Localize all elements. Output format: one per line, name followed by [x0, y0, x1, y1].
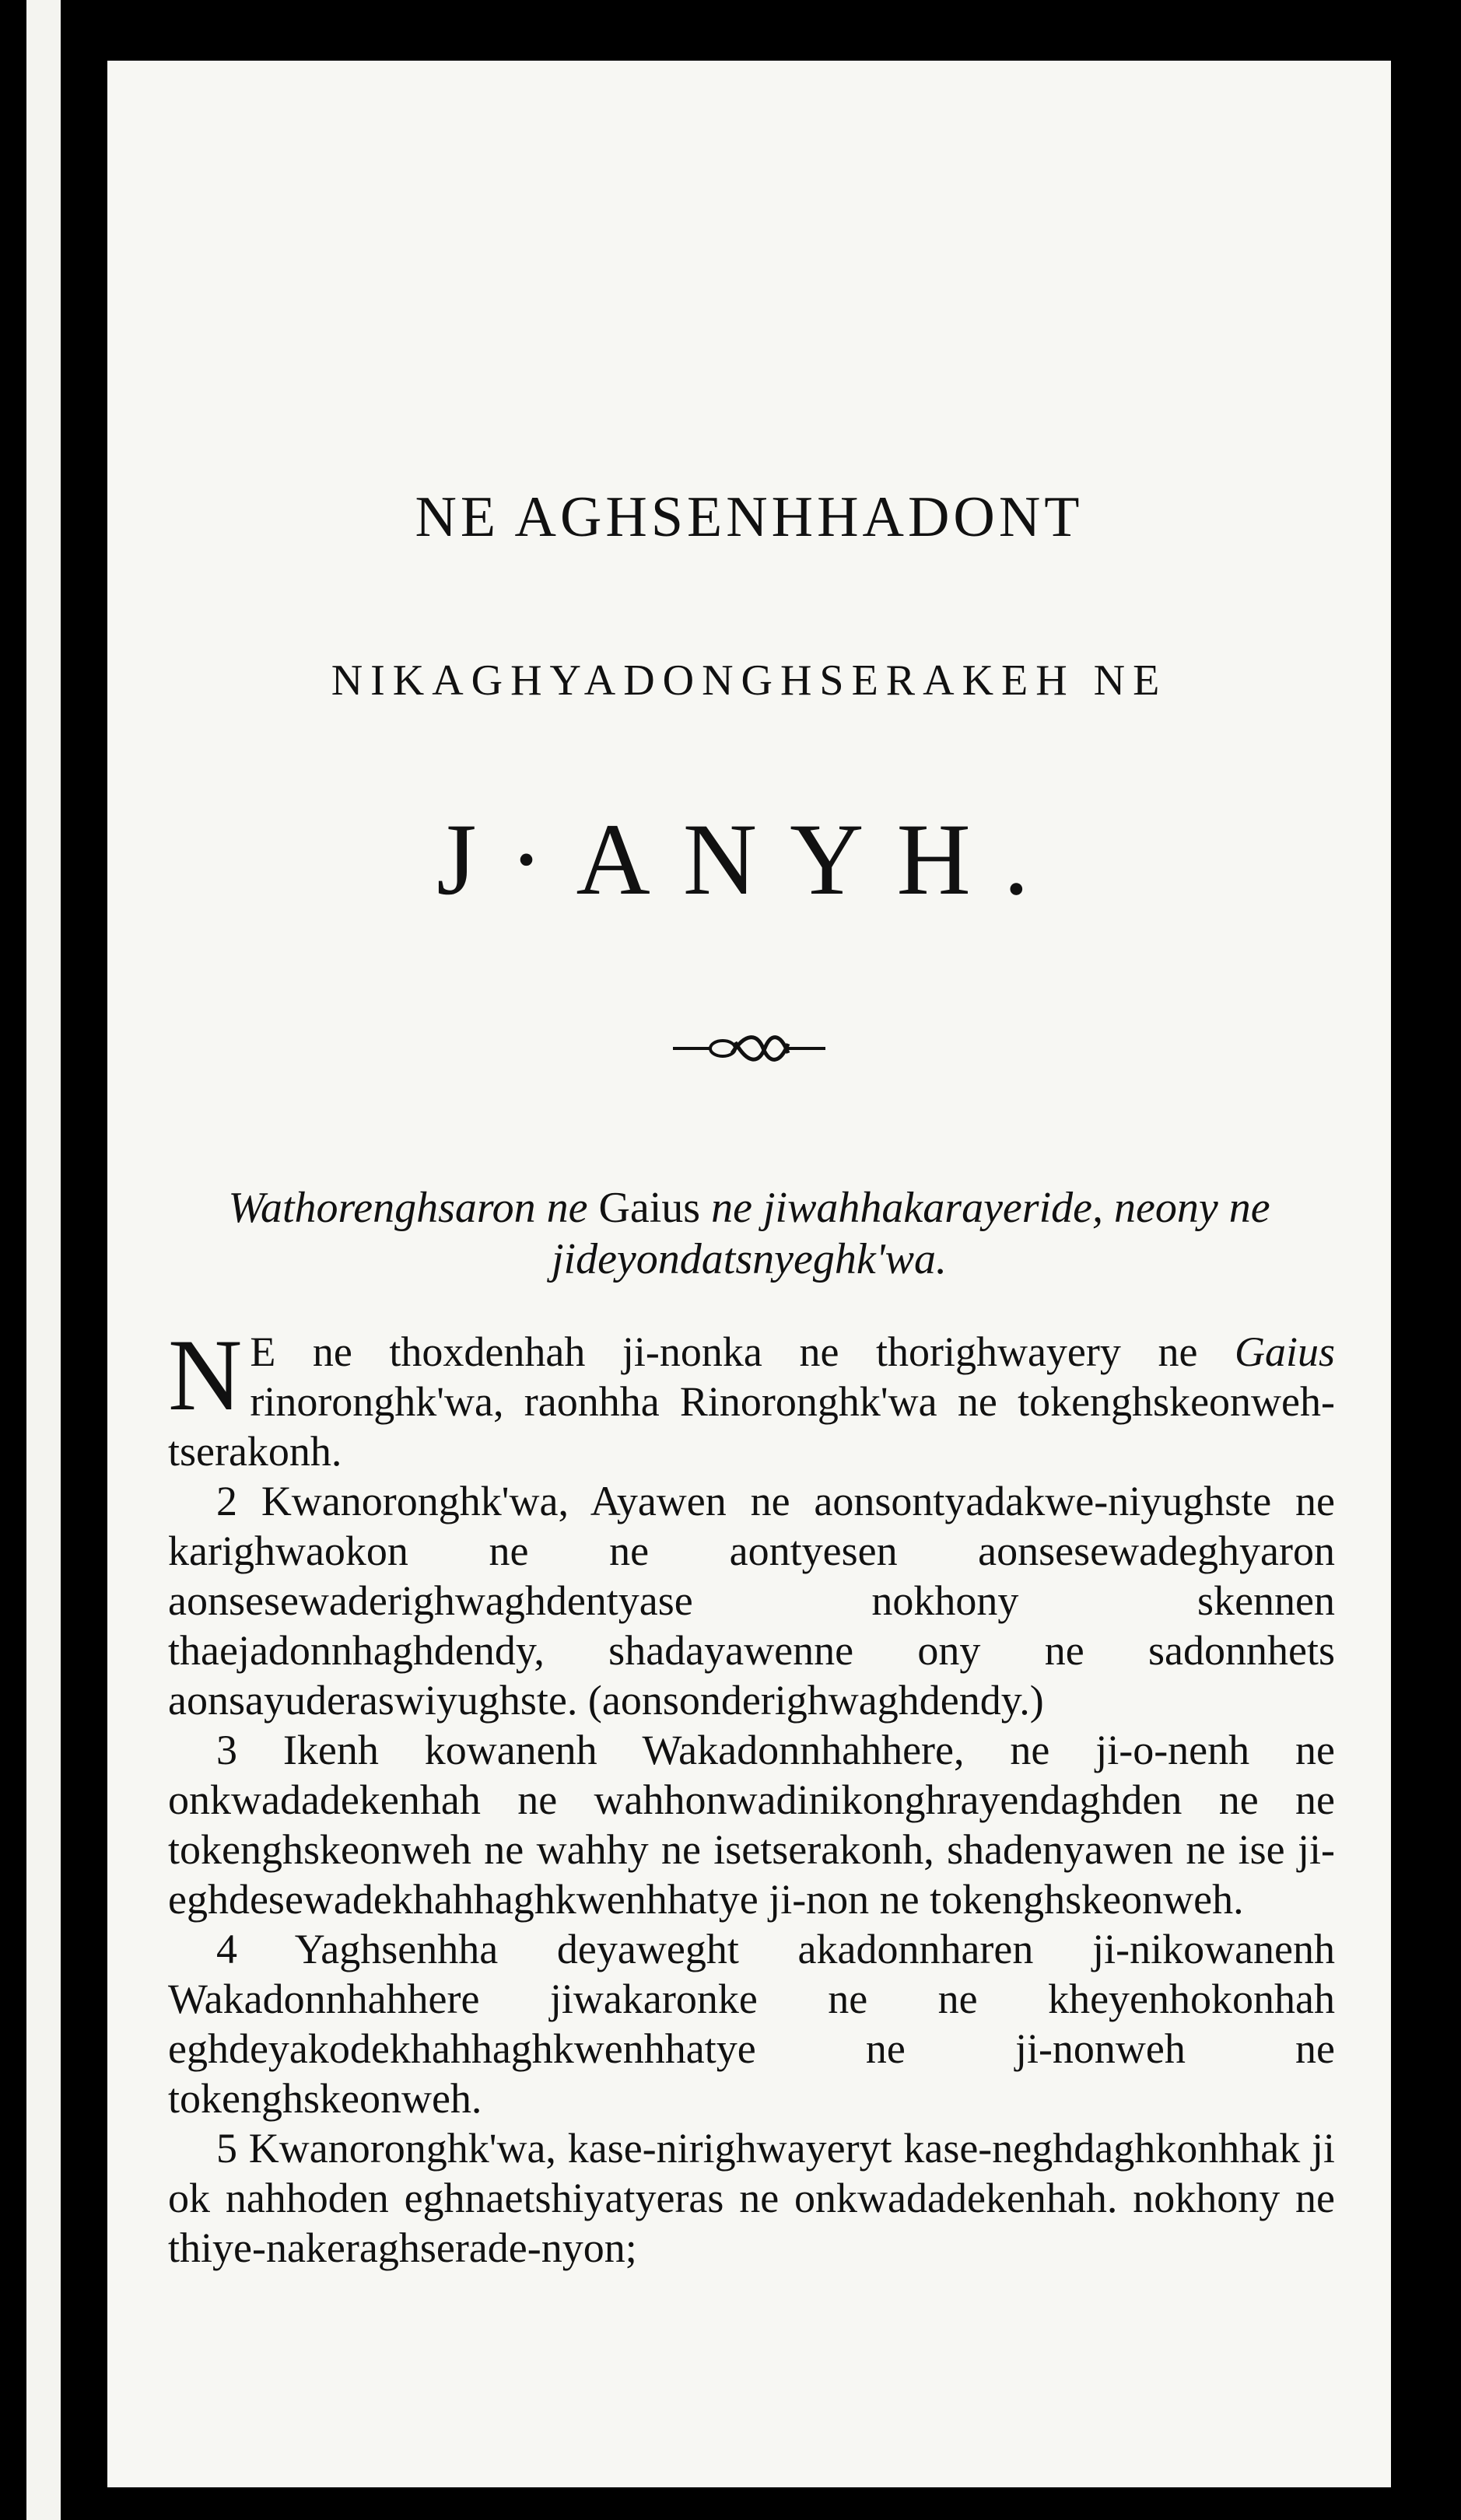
verse-2: 2 Kwanoronghk'wa, Ayawen ne aonsontyadakwe-niyughste ne karighwaokon ne ne aontyesen aonsesewadeghyaron aonsesewaderighwaghdentyase nokhony skennen thaejadonnhaghdendy, shadayawenne ony ne sadonnhets aonsayuderaswiyughste. (aonsonderighwaghdendy.) [168, 1478, 1335, 1724]
drop-cap: N [168, 1318, 243, 1432]
heading-line-1: NE AGHSENHHADONT [415, 485, 1084, 549]
left-page-edge [26, 0, 61, 2520]
heading-line-3: J·ANYH. [436, 802, 1062, 916]
subtitle-name: Gaius [598, 1184, 701, 1232]
verse-1-text-a: E ne thoxdenhah ji-nonka ne thorighwayery ne [250, 1328, 1198, 1375]
book-page [107, 61, 1391, 2487]
subtitle-part-3: ne jiwahhakarayeride, neony ne jideyondatsnyeghk'wa. [551, 1184, 1270, 1283]
ornament-divider-icon [107, 1033, 1391, 1068]
verse-1-name: Gaius [1235, 1328, 1336, 1375]
subtitle-part-1: Wathorenghsaron ne [228, 1184, 588, 1232]
epistle-body [168, 1318, 1336, 2273]
verse-1-text-b: rinoronghk'wa, raonhha Rinoronghk'wa ne tokenghskeonweh-tserakonh. [168, 1378, 1335, 1475]
verse-5: 5 Kwanoronghk'wa, kase-nirighwayeryt kase-neghdaghkonhhak ji ok nahhoden eghnaetshiyatyeras ne onkwadadekenhah. nokhony ne thiye-nakeraghserade-nyon; [168, 2125, 1335, 2271]
verse-4: 4 Yaghsenhha deyaweght akadonnharen ji-nikowanenh Wakadonnhahhere jiwakaronke ne ne kheyenhokonhah eghdeyakodekhahhaghkwenhhatye ne ji-nonweh ne tokenghskeonweh. [168, 1926, 1335, 2122]
heading-line-2: NIKAGHYADONGHSERAKEH NE [331, 656, 1168, 705]
verse-3: 3 Ikenh kowanenh Wakadonnhahhere, ne ji-o-nenh ne onkwadadekenhah ne wahhonwadinikonghrayendaghden ne ne tokenghskeonweh ne wahhy ne isetserakonh, shadenyawen ne ise ji-eghdesewadekhahhaghkwenhhatye ji-non ne tokenghskeonweh. [168, 1727, 1335, 1923]
verse-1 [168, 1318, 1336, 1476]
epistle-subtitle [177, 1182, 1321, 1285]
